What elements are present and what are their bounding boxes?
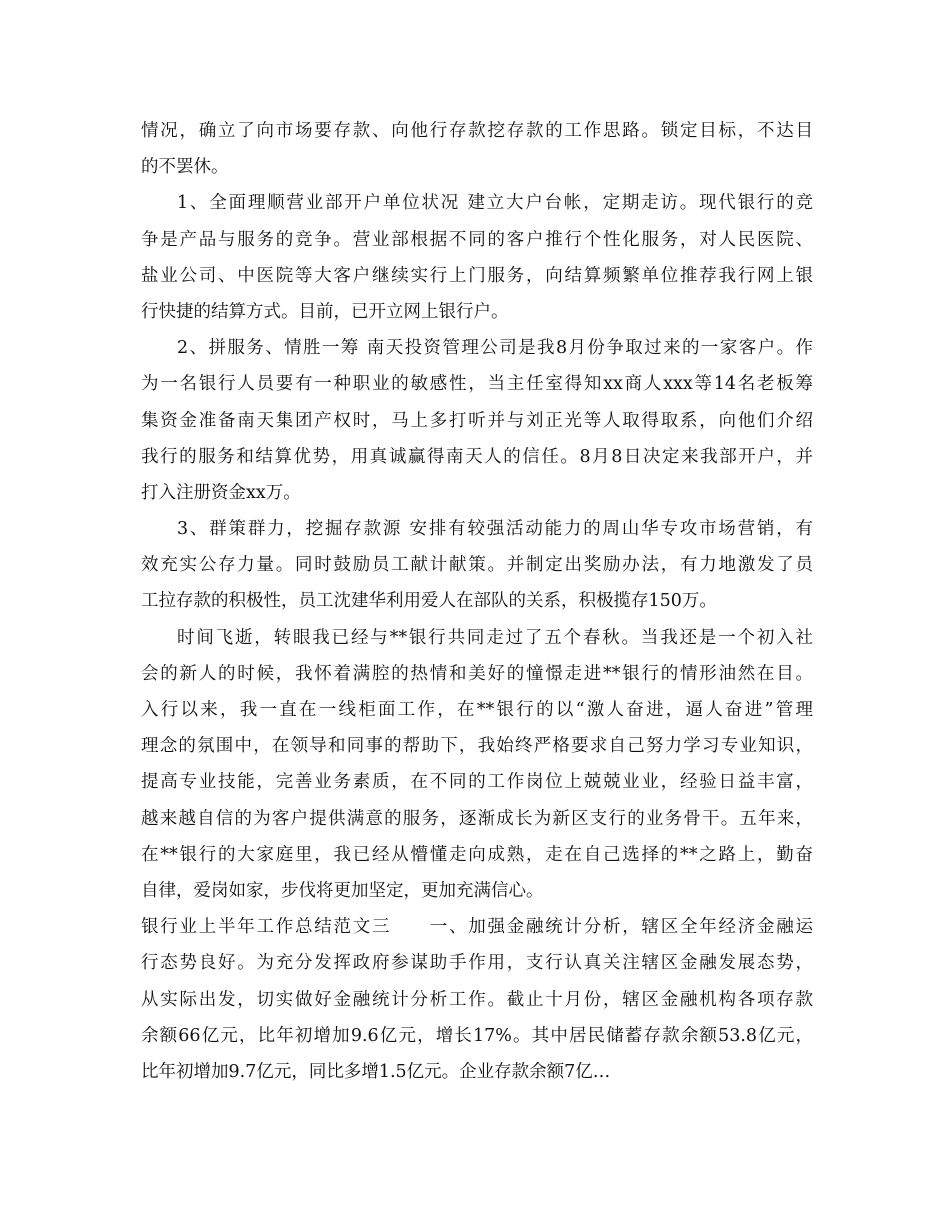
text-line: 自律，爱岗如家，步伐将更加坚定，更加充满信心。 [141, 880, 544, 901]
text-line: 在**银行的大家庭里，我已经从懵懂走向成熟，走在自己选择的**之路上，勤奋 [141, 844, 813, 865]
text-line: 提高专业技能，完善业务素质，在不同的工作岗位上兢兢业业，经验日益丰富， [141, 772, 813, 793]
text-line: 越来越自信的为客户提供满意的服务，逐渐成长为新区支行的业务骨干。五年来， [141, 808, 813, 829]
text-line: 我行的服务和结算优势，用真诚赢得南天人的信任。8月8日决定来我部开户，并 [141, 446, 813, 467]
text-line: 盐业公司、中医院等大客户继续实行上门服务，向结算频繁单位推荐我行网上银 [141, 265, 813, 286]
text-line: 3、群策群力，挖掘存款源 安排有较强活动能力的周山华专攻市场营销，有 [177, 519, 813, 540]
text-line: 比年初增加9.7亿元，同比多增1.5亿元。企业存款余额7亿… [141, 1061, 611, 1082]
text-line: 情况，确立了向市场要存款、向他行存款挖存款的工作思路。锁定目标，不达目 [141, 121, 813, 141]
text-line: 余额66亿元，比年初增加9.6亿元，增长17%。其中居民储蓄存款余额53.8亿元， [141, 1025, 813, 1046]
text-line: 行快捷的结算方式。目前，已开立网上银行户。 [141, 301, 509, 322]
text-line: 为一名银行人员要有一种职业的敏感性，当主任室得知xx商人xxx等14名老板筹 [141, 374, 813, 395]
document-body [141, 113, 813, 1090]
text-line: 时间飞逝，转眼我已经与**银行共同走过了五个春秋。当我还是一个初入社 [177, 627, 813, 648]
text-line: 集资金准备南天集团产权时，马上多打听并与刘正光等人取得取系，向他们介绍 [141, 410, 813, 431]
text-line: 工拉存款的积极性，员工沈建华利用爱人在部队的关系，积极揽存150万。 [141, 591, 717, 612]
text-line: 2、拼服务、情胜一筹 南天投资管理公司是我8月份争取过来的一家客户。作 [177, 338, 813, 359]
text-line: 1、全面理顺营业部开户单位状况 建立大户台帐，定期走访。现代银行的竞 [177, 193, 813, 214]
section-heading-line: 银行业上半年工作总结范文三 一、加强金融统计分析，辖区全年经济金融运 [141, 917, 813, 938]
text-line: 争是产品与服务的竞争。营业部根据不同的客户推行个性化服务，对人民医院、 [141, 229, 813, 250]
text-line: 效充实公存力量。同时鼓励员工献计献策。并制定出奖励办法，有力地激发了员 [141, 555, 813, 576]
text-line: 打入注册资金xx万。 [141, 482, 301, 503]
text-line: 理念的氛围中，在领导和同事的帮助下，我始终严格要求自己努力学习专业知识， [141, 736, 813, 757]
text-line: 会的新人的时候，我怀着满腔的热情和美好的憧憬走进**银行的情形油然在目。 [141, 663, 813, 684]
text-line: 的不罢休。 [141, 157, 229, 178]
text-line: 入行以来，我一直在一线柜面工作，在**银行的以“激人奋进，逼人奋进”管理 [141, 700, 813, 720]
text-line: 行态势良好。为充分发挥政府参谋助手作用，支行认真关注辖区金融发展态势， [141, 953, 813, 974]
text-line: 从实际出发，切实做好金融统计分析工作。截止十月份，辖区金融机构各项存款 [141, 989, 813, 1010]
